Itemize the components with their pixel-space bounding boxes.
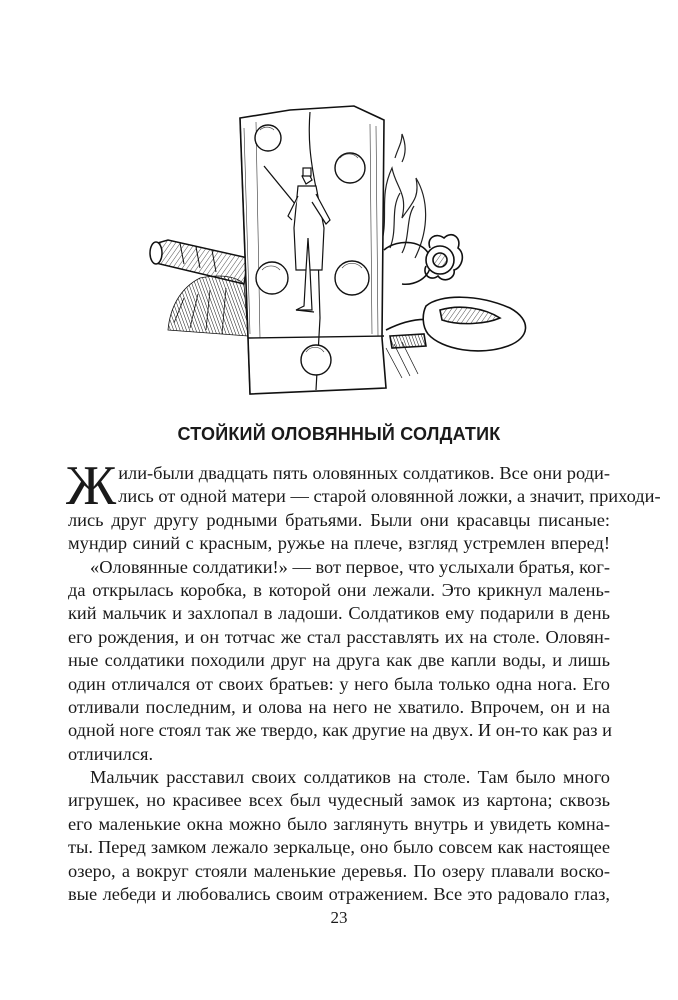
text-line: ные солдатики походили друг на друга как две капли воды, и лишь <box>68 650 610 671</box>
text-line: лись от одной матери — старой оловянной ложки, а значит, приходи- <box>118 486 661 507</box>
text-line: отличился. <box>68 743 154 764</box>
text-line: озеро, а вокруг стояли маленькие деревья. По озеру плавали воско- <box>68 860 610 881</box>
spoon-shape <box>386 297 526 351</box>
text-line: отливали последним, и олова на него не хватило. Впрочем, он и на <box>68 696 610 717</box>
flames <box>380 134 426 258</box>
ring-shape <box>384 235 462 285</box>
text-line: ты. Перед замком лежало зеркальце, оно было совсем как настоящее <box>68 837 610 858</box>
text-line: «Оловянные солдатики!» — вот первое, что услыхали братья, ког- <box>90 556 610 577</box>
text-line: мундир синий с красным, ружье на плече, взгляд устремлен вперед! <box>68 533 610 554</box>
text-line: да открылась коробка, в которой они лежали. Это крикнул малень- <box>68 579 610 600</box>
text-line: один отличался от своих братьев: у него была только одна нога. Его <box>68 673 610 694</box>
text-line: кий мальчик и захлопал в ладоши. Солдатиков ему подарили в день <box>68 603 610 624</box>
text-line: вые лебеди и любовались своим отражением. Все это радовало глаз, <box>68 884 610 905</box>
text-line: Мальчик расставил своих солдатиков на столе. Там было много <box>90 767 610 788</box>
tin-soldier-illustration <box>140 98 540 398</box>
page-number: 23 <box>330 908 348 927</box>
text-line: одной ноге стоял так же твердо, как другие на двух. И он-то как раз и <box>68 720 612 741</box>
paragraph-2 <box>68 556 610 767</box>
text-line: его рождения, и он тотчас же стал расставлять их на столе. Оловян- <box>68 626 610 647</box>
text-line: лись друг другу родными братьями. Были они красавцы писаные: <box>68 509 610 530</box>
paragraph-3 <box>68 766 610 906</box>
text-line: игрушек, но красивее всех был чудесный замок из картона; сквозь <box>68 790 610 811</box>
story-text <box>66 455 661 906</box>
paragraph-1 <box>66 455 661 556</box>
text-line: его маленькие окна можно было заглянуть внутрь и увидеть комна- <box>68 813 610 834</box>
story-title: СТОЙКИЙ ОЛОВЯННЫЙ СОЛДАТИК <box>177 424 501 444</box>
drop-cap: Ж <box>66 455 117 517</box>
text-line: или-были двадцать пять оловянных солдатиков. Все они роди- <box>118 463 610 483</box>
straw-mound <box>168 276 248 336</box>
